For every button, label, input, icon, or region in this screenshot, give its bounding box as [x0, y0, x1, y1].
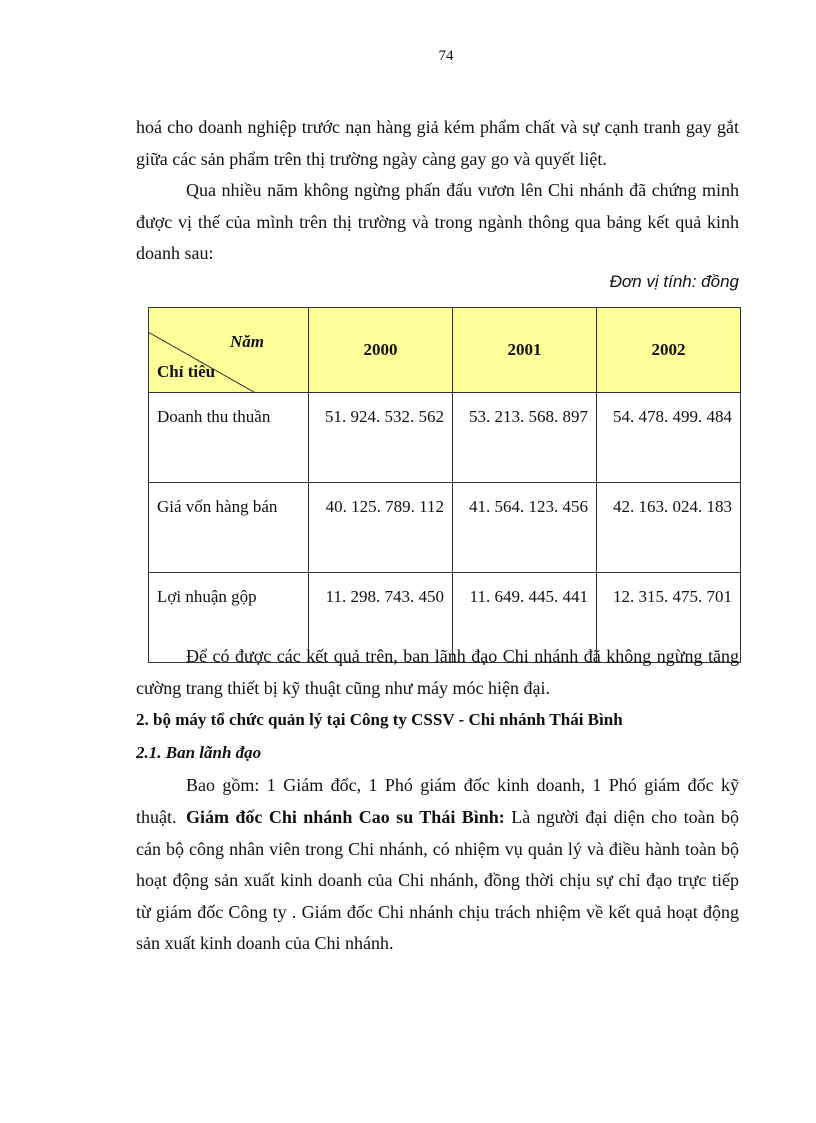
paragraph-results-intro: Qua nhiều năm không ngừng phấn đấu vươn lên Chi nhánh đã chứng minh được vị thế của mình trên thị trường và trong ngành thông qua bảng kết quả kinh doanh sau:: [136, 180, 739, 263]
table-cell: 51. 924. 532. 562: [308, 393, 452, 483]
page-number: 74: [438, 48, 454, 64]
table-cell: 42. 163. 024. 183: [596, 483, 740, 573]
paragraph-director: [136, 802, 739, 960]
section-heading: 2. bộ máy tổ chức quản lý tại Công ty CSSV - Chi nhánh Thái Bình: [136, 710, 623, 729]
subsection-heading: 2.1. Ban lãnh đạo: [136, 743, 262, 762]
table-cell: 12. 315. 475. 701: [596, 573, 740, 663]
header-indicator-label: Chỉ tiêu: [157, 362, 216, 381]
director-title: Giám đốc Chi nhánh Cao su Thái Bình:: [186, 807, 505, 827]
director-description: Là người đại diện cho toàn bộ cán bộ công nhân viên trong Chi nhánh, có nhiệm vụ quản lý và điều hành toàn bộ hoạt động sản xuất kinh doanh của Chi nhánh, đồng thời chịu sự chỉ đạo trực tiếp từ giám đốc Công ty . Giám đốc Chi nhánh chịu trách nhiệm về kết quả hoạt động sản xuất kinh doanh của Chi nhánh.: [136, 807, 739, 953]
table-row: [149, 483, 741, 573]
table-cell: 40. 125. 789. 112: [308, 483, 452, 573]
table-cell: 41. 564. 123. 456: [452, 483, 596, 573]
paragraph-after-table: Để có được các kết quả trên, ban lãnh đạo Chi nhánh đã không ngừng tăng cường trang thiết bị kỹ thuật cũng như máy móc hiện đại.: [136, 646, 739, 698]
table-header-row: [149, 308, 741, 393]
header-year-label: Năm: [229, 332, 264, 351]
row-label: Giá vốn hàng bán: [149, 483, 309, 573]
unit-label: Đơn vị tính: đồng: [609, 272, 739, 291]
table-cell: 54. 478. 499. 484: [596, 393, 740, 483]
paragraph-leadership: Bao gồm: 1 Giám đốc, 1 Phó giám đốc kinh doanh, 1 Phó giám đốc kỹ thuật.: [136, 775, 739, 827]
results-table: [148, 307, 741, 663]
row-label: Doanh thu thuần: [149, 393, 309, 483]
paragraph-intro: hoá cho doanh nghiệp trước nạn hàng giả kém phẩm chất và sự cạnh tranh gay gắt giữa các sản phẩm trên thị trường ngày càng gay go và quyết liệt.: [136, 117, 739, 169]
year-header-2001: 2001: [452, 308, 596, 393]
year-header-2002: 2002: [596, 308, 740, 393]
table-cell: 53. 213. 568. 897: [452, 393, 596, 483]
diagonal-header-cell: [149, 308, 309, 393]
table-row: [149, 393, 741, 483]
table-cell: 11. 649. 445. 441: [452, 573, 596, 663]
row-label: Lợi nhuận gộp: [149, 573, 309, 663]
year-header-2000: 2000: [308, 308, 452, 393]
table-cell: 11. 298. 743. 450: [308, 573, 452, 663]
